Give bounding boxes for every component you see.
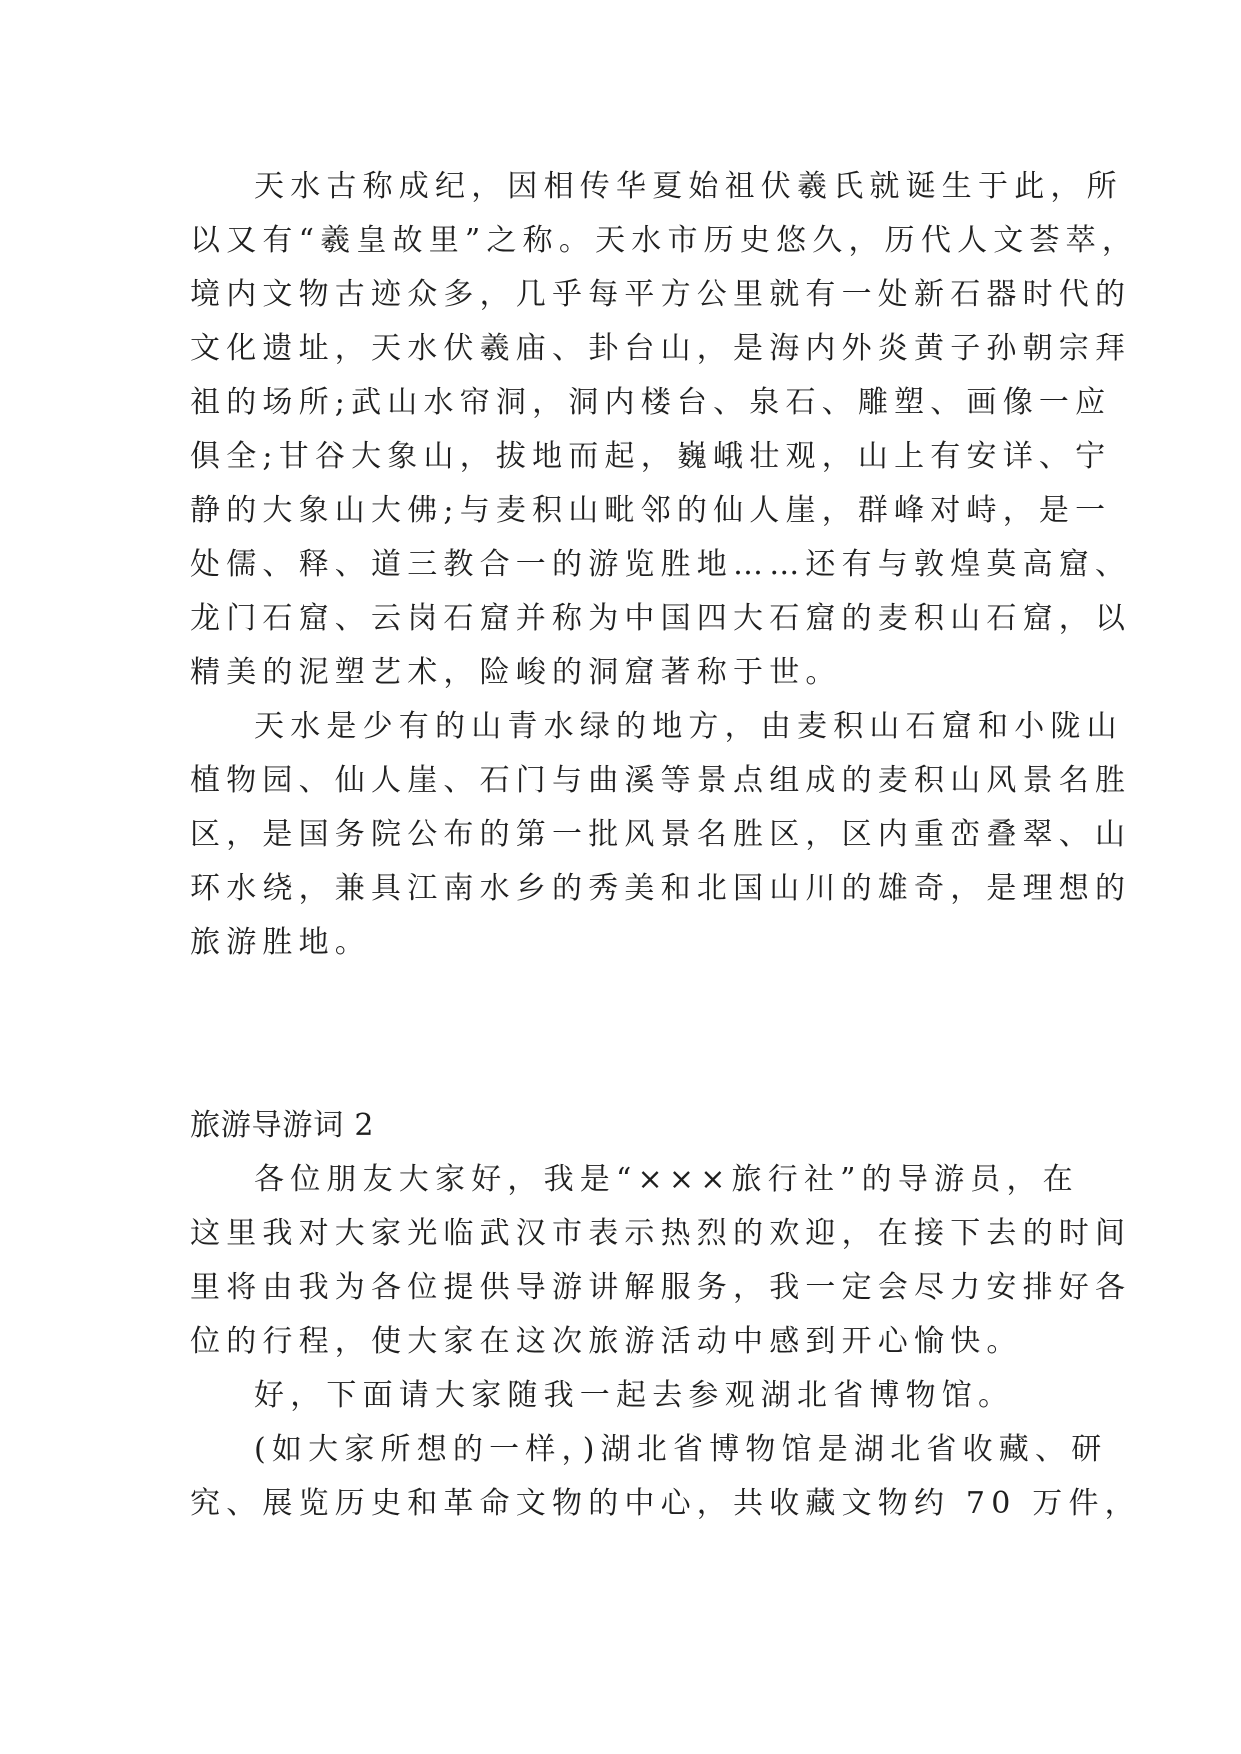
paragraph-5-line-2: 究、展览历史和革命文物的中心，共收藏文物约 70 万件， xyxy=(190,1486,1141,1521)
paragraph-1-line-9: 龙门石窟、云岗石窟并称为中国四大石窟的麦积山石窟，以 xyxy=(190,601,1132,636)
paragraph-2-line-1: 天水是少有的山青水绿的地方，由麦积山石窟和小陇山 xyxy=(254,709,1123,744)
paragraph-2-line-5: 旅游胜地。 xyxy=(190,925,371,960)
paragraph-2-line-3: 区，是国务院公布的第一批风景名胜区，区内重峦叠翠、山 xyxy=(190,817,1132,852)
paragraph-1-line-4: 文化遗址，天水伏羲庙、卦台山，是海内外炎黄子孙朝宗拜 xyxy=(190,331,1132,366)
paragraph-2-line-2: 植物园、仙人崖、石门与曲溪等景点组成的麦积山风景名胜 xyxy=(190,763,1132,798)
paragraph-1-line-5: 祖的场所;武山水帘洞，洞内楼台、泉石、雕塑、画像一应 xyxy=(190,385,1112,420)
paragraph-1-line-6: 俱全;甘谷大象山，拔地而起，巍峨壮观，山上有安详、宁 xyxy=(190,439,1112,474)
paragraph-3-line-1: 各位朋友大家好，我是“×××旅行社”的导游员，在 xyxy=(254,1162,1079,1197)
paragraph-3-line-3: 里将由我为各位提供导游讲解服务，我一定会尽力安排好各 xyxy=(190,1270,1132,1305)
section-heading: 旅游导游词 2 xyxy=(190,1108,375,1143)
paragraph-1-line-1: 天水古称成纪，因相传华夏始祖伏羲氏就诞生于此，所 xyxy=(254,169,1123,204)
paragraph-3-line-2: 这里我对大家光临武汉市表示热烈的欢迎，在接下去的时间 xyxy=(190,1216,1132,1251)
paragraph-1-line-3: 境内文物古迹众多，几乎每平方公里就有一处新石器时代的 xyxy=(190,277,1132,312)
paragraph-1-line-7: 静的大象山大佛;与麦积山毗邻的仙人崖，群峰对峙，是一 xyxy=(190,493,1112,528)
paragraph-1-line-8: 处儒、释、道三教合一的游览胜地……还有与敦煌莫高窟、 xyxy=(190,547,1132,582)
paragraph-3-line-4: 位的行程，使大家在这次旅游活动中感到开心愉快。 xyxy=(190,1324,1023,1359)
paragraph-2-line-4: 环水绕，兼具江南水乡的秀美和北国山川的雄奇，是理想的 xyxy=(190,871,1132,906)
paragraph-1-line-10: 精美的泥塑艺术，险峻的洞窟著称于世。 xyxy=(190,655,842,690)
paragraph-1-line-2: 以又有“羲皇故里”之称。天水市历史悠久，历代人文荟萃， xyxy=(190,223,1139,258)
paragraph-4-line-1: 好，下面请大家随我一起去参观湖北省博物馆。 xyxy=(254,1378,1015,1413)
paragraph-5-line-1: (如大家所想的一样，)湖北省博物馆是湖北省收藏、研 xyxy=(254,1432,1108,1467)
